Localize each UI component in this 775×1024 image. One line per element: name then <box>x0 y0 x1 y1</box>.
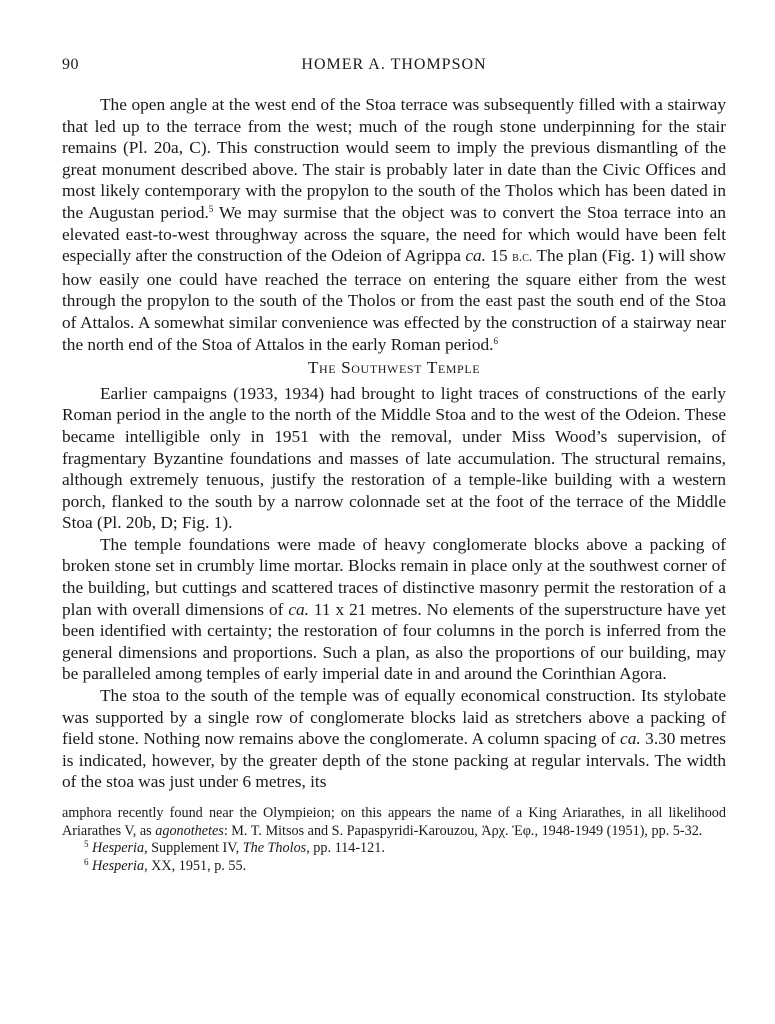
footnote-ref-6: 6 <box>493 335 498 346</box>
footnote-mark: 6 <box>84 856 89 867</box>
text-run: We may surmise that the object was to convert the Stoa terrace into an elevated east-to-west throughway across the square, the need for which would have been felt especially after the construction of the Odeion of Agrippa <box>62 202 726 266</box>
abbrev-circa: ca. <box>620 729 641 749</box>
footnote-6 <box>62 858 726 876</box>
text-run: The open angle at the west end of the Stoa terrace was subsequently filled with a stairway that led up to the terrace from the west; much of the rough stone underpinning for the stair remains (Pl. 20a, C). This construction would seem to imply the previous dismantling of the great monument described above. The stair is probably later in date than the Civic Offices and most likely contemporary with the propylon to the south of the Tholos which has been dated in the Augustan period. <box>62 95 726 222</box>
italic-term: agonothetes <box>155 822 224 839</box>
footnote-continuation <box>62 805 726 840</box>
footnote-5 <box>62 840 726 858</box>
running-head-author: HOMER A. THOMPSON <box>301 56 487 73</box>
text-run: : M. T. Mitsos and S. Papaspyridi-Karouzou, <box>223 822 482 839</box>
running-head <box>62 56 726 80</box>
text-run: , XX, 1951, p. 55. <box>144 857 247 874</box>
journal-abbrev: Ἀρχ. Ἐφ. <box>481 822 535 839</box>
abbrev-circa: ca. <box>465 246 486 266</box>
page-number: 90 <box>62 56 79 73</box>
body-text <box>62 94 726 793</box>
paragraph-earlier-campaigns: Earlier campaigns (1933, 1934) had brought to light traces of constructions of the early Roman period in the angle to the north of the Middle Stoa and to the west of the Odeion. These became intelligible only in 1951 with the removal, under Miss Wood’s supervision, of fragmentary Byzantine foundations and masses of late accumulation. The structural remains, although extremely tenuous, justify the restoration of a temple-like building with a western porch, flanked to the south by a narrow colonnade set at the foot of the terrace of the Middle Stoa (Pl. 20b, D; Fig. 1). <box>62 383 726 533</box>
page <box>62 56 726 875</box>
text-run: The stoa to the south of the temple was of equally economical construction. Its stylobate was supported by a single row of conglomerate blocks laid as stretchers above a packing of field stone. Nothing now remains above the conglomerate. A column spacing of <box>62 686 726 749</box>
text-run: , pp. 114-121. <box>306 840 385 857</box>
journal-title: Hesperia <box>92 840 145 857</box>
text-run: The plan (Fig. 1) will show how easily one could have reached the terrace on entering the square either from the west through the propylon to the south of the Tholos or from the east past the south end of the Stoa of Attalos. A somewhat similar convenience was effected by the construction of a stairway near the north end of the Stoa of Attalos in the early Roman period. <box>62 246 727 354</box>
text-run: The temple foundations were made of heavy conglomerate blocks above a packing of broken stone set in crumbly lime mortar. Blocks remain in place only at the southwest corner of the building, but cuttings and scattered traces of distinctive masonry permit the restoration of a plan with overall dimensions of <box>62 534 726 619</box>
footnote-mark: 5 <box>84 839 89 850</box>
abbrev-circa: ca. <box>288 599 309 619</box>
footnotes <box>62 805 726 875</box>
footnote-ref-5: 5 <box>208 203 214 214</box>
text-run: 15 <box>485 246 513 266</box>
paragraph-temple-foundations <box>62 534 726 685</box>
text-run: , 1948-1949 (1951), pp. 5-32. <box>534 822 703 839</box>
paragraph-stairway <box>62 94 726 355</box>
text-run: amphora recently found near the Olympieion; on this appears the name of a King Ariarathes, in all likelihood Ariarathes V, as <box>62 805 726 839</box>
text-run: 11 x 21 metres. No elements of the superstructure have yet been identified with certainty; the restoration of four columns in the porch is inferred from the general dimensions and proportions. Such a plan, as also the proportions of our building, may be paralleled among temples of early imperial date in and around the Corinthian Agora. <box>62 599 726 684</box>
abbrev-bc: b.c. <box>512 250 533 266</box>
section-heading: The Southwest Temple <box>307 358 481 378</box>
journal-title: Hesperia <box>92 857 145 874</box>
text-run: , Supplement IV, <box>144 840 243 857</box>
book-title: The Tholos <box>242 840 307 857</box>
paragraph-stoa <box>62 685 726 793</box>
text-run: 3.30 metres is indicated, however, by the greater depth of the stone packing at regular intervals. The width of the stoa was just under 6 metres, its <box>62 729 726 792</box>
